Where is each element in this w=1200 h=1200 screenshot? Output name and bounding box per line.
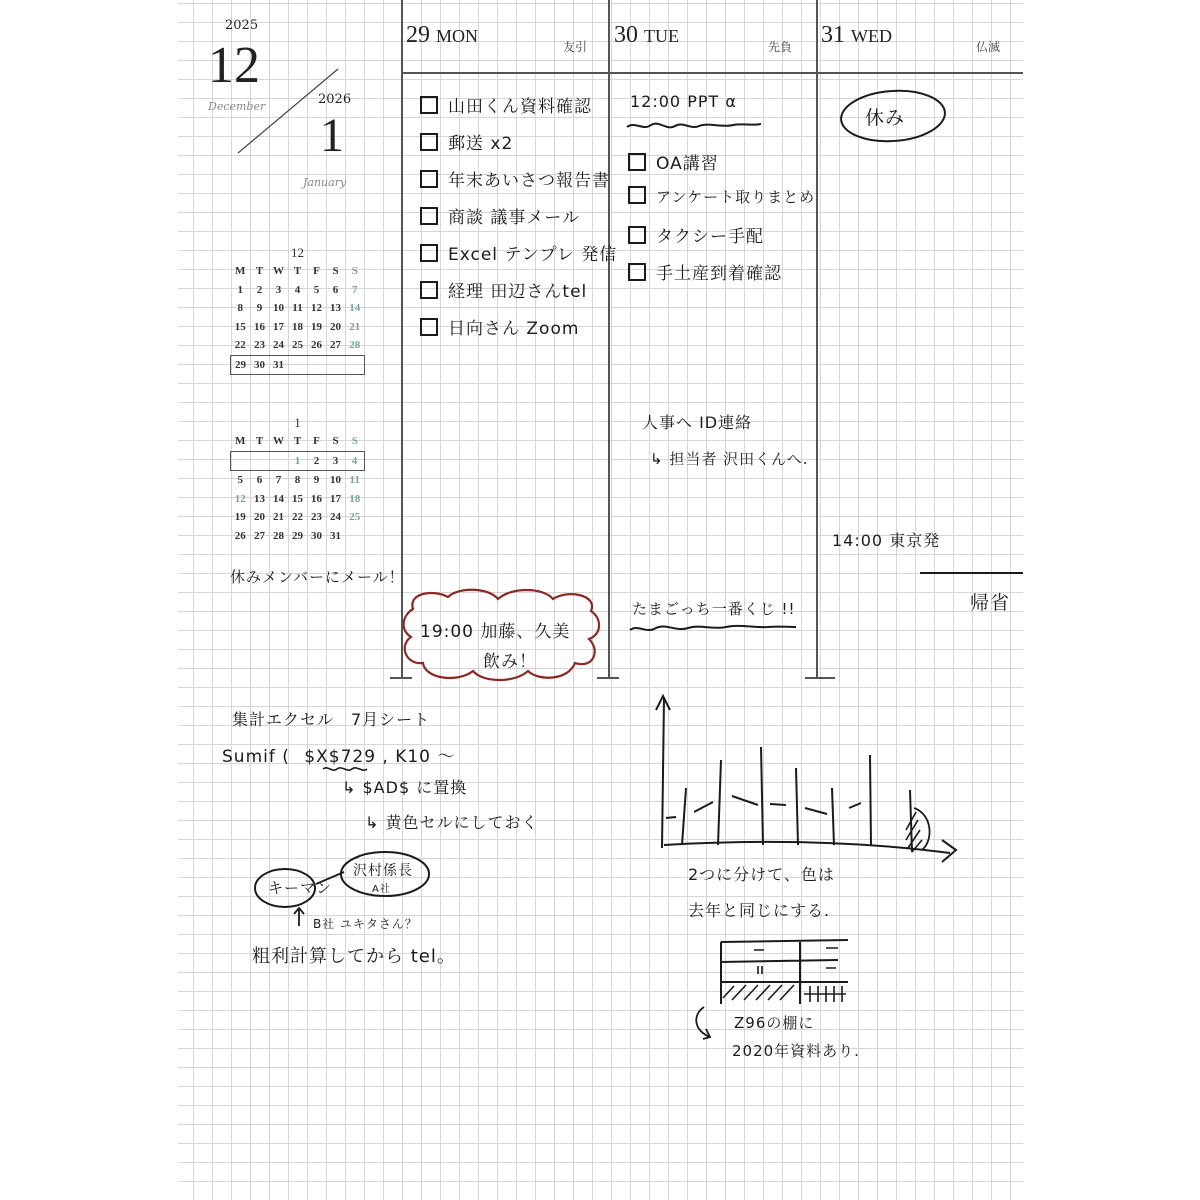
sketch-bar-chart (650, 690, 960, 870)
arrow-up-icon (292, 906, 306, 928)
day-of-week: TUE (644, 26, 679, 46)
rokuyo-label: 友引 (563, 40, 588, 54)
year-right: 2026 (318, 92, 352, 107)
date-cell: 2 (256, 283, 263, 296)
weekday-label: M (235, 435, 246, 448)
chart-caption-line1: 2つに分けて、色は (688, 865, 835, 884)
weekday-label: F (313, 435, 320, 448)
date-cell: 3 (326, 451, 345, 471)
checkbox[interactable] (628, 153, 646, 171)
day-number: 29 (406, 22, 430, 48)
day-header-wed (821, 22, 892, 49)
checkbox[interactable] (420, 244, 438, 262)
day-of-week: WED (851, 26, 892, 46)
month-script-right: January (303, 176, 347, 189)
wed-homecoming-note: 帰省 (970, 592, 1011, 614)
date-cell: 22 (292, 511, 303, 524)
date-cell: 22 (234, 339, 246, 352)
wavy-underline-icon (628, 620, 798, 634)
date-cell: 5 (313, 283, 320, 296)
formula-suffix: 729 , K10 ～ (340, 747, 456, 767)
excel-note-line1: 集計エクセル 7月シート (232, 710, 431, 729)
shelf-note-line1: Z96の棚に (734, 1014, 815, 1032)
rokuyo-label: 仏滅 (976, 40, 1001, 54)
todo-label: 山田くん資料確認 (448, 97, 592, 117)
weekday-label: S (332, 265, 339, 278)
date-cell: 14 (349, 302, 361, 315)
date-cell (231, 451, 251, 471)
date-cell: 4 (294, 283, 301, 296)
shelf-sketch (718, 938, 858, 1013)
cloud-note-line2: 飲み！ (483, 652, 537, 672)
date-cell: 10 (273, 302, 284, 315)
checkbox[interactable] (628, 263, 646, 281)
date-cell: 18 (292, 320, 303, 333)
formula-prefix: Sumif ( (222, 747, 290, 767)
date-cell: 1 (288, 451, 307, 471)
date-cell: 17 (273, 320, 284, 333)
date-cell: 27 (254, 529, 265, 542)
checkbox[interactable] (420, 170, 438, 188)
date-cell: 7 (275, 474, 282, 487)
date-cell: 16 (254, 320, 265, 333)
day-header-mon (406, 22, 478, 49)
rokuyo-label: 先負 (768, 40, 793, 54)
todo-item[interactable] (420, 314, 579, 339)
date-cell: 6 (256, 474, 263, 487)
date-cell: 17 (330, 492, 341, 505)
date-cell: 6 (332, 283, 339, 296)
contact-bubble-line1: 沢村係長 (353, 863, 413, 879)
todo-item[interactable] (628, 149, 719, 174)
mini-calendar-title: 12 (291, 245, 304, 260)
todo-item[interactable] (420, 129, 513, 154)
date-cell: 11 (349, 474, 360, 487)
date-cell: 15 (234, 320, 246, 333)
month-number-right: 1 (320, 109, 344, 162)
day-of-week: MON (436, 26, 479, 46)
todo-label: 経理 田辺さんtel (448, 282, 588, 302)
excel-note-line4: ↳ 黄色セルにしておく (365, 813, 539, 832)
date-cell (326, 355, 345, 375)
gross-profit-note: 粗利計算してから tel。 (252, 946, 456, 967)
weekday-label: S (351, 265, 358, 278)
shelf-note-line2: 2020年資料あり. (732, 1042, 860, 1060)
arrow-note: B社 ユキタさん？ (313, 917, 418, 931)
todo-label: 手土産到着確認 (656, 264, 782, 284)
date-cell: 18 (349, 492, 361, 505)
left-margin-note: 休みメンバーにメール！ (230, 568, 405, 586)
date-cell (345, 355, 365, 375)
current-week-highlight (231, 355, 365, 375)
date-cell: 23 (254, 339, 265, 352)
date-cell: 9 (313, 474, 320, 487)
excel-note-line3: ↳ $AD$ に置換 (342, 778, 468, 797)
column-divider-wed (816, 0, 818, 678)
weekday-label: F (313, 265, 320, 278)
date-cell: 8 (294, 474, 301, 487)
date-cell: 20 (330, 320, 341, 333)
checkbox[interactable] (420, 281, 438, 299)
wed-divider-line (920, 572, 1023, 574)
todo-label: 商談 議事メール (448, 208, 581, 228)
todo-item[interactable] (628, 259, 782, 284)
current-week-highlight (231, 451, 365, 471)
date-cell: 7 (352, 283, 358, 296)
weekday-label: S (332, 435, 339, 448)
mini-calendar-title: 1 (294, 415, 301, 430)
date-cell: 24 (273, 339, 284, 352)
date-cell (250, 451, 269, 471)
date-cell: 19 (234, 511, 246, 524)
date-cell (288, 355, 307, 375)
date-cell: 5 (237, 474, 243, 487)
day-number: 31 (821, 22, 845, 48)
date-cell: 26 (311, 339, 322, 352)
keyman-bubble-label: キーマン (268, 879, 333, 897)
date-cell: 13 (254, 492, 265, 505)
date-cell: 21 (273, 511, 284, 524)
mini-calendar-grid (230, 432, 365, 545)
date-cell (307, 355, 326, 375)
mini-calendar-grid (230, 262, 365, 375)
month-script-left: December (208, 100, 266, 113)
date-cell: 25 (292, 339, 303, 352)
date-cell: 24 (330, 511, 341, 524)
checkbox[interactable] (420, 207, 438, 225)
todo-label: 日向さん Zoom (448, 319, 580, 339)
weekday-label: W (273, 265, 284, 278)
weekday-label: W (273, 435, 284, 448)
checkbox[interactable] (420, 318, 438, 336)
weekday-label: T (293, 265, 302, 278)
checkbox[interactable] (628, 186, 646, 204)
date-cell: 28 (349, 339, 361, 352)
date-cell: 29 (292, 529, 303, 542)
date-cell: 31 (269, 355, 288, 375)
date-cell (345, 527, 365, 546)
contact-bubble-line2: A社 (372, 884, 391, 895)
date-cell: 28 (273, 529, 284, 542)
date-cell (269, 451, 288, 471)
weekday-label: T (255, 435, 264, 448)
weekday-label: S (351, 435, 358, 448)
date-cell: 11 (292, 302, 303, 315)
curved-arrow-icon (690, 1005, 716, 1045)
chart-caption-line2: 去年と同じにする. (688, 901, 831, 920)
todo-item[interactable] (420, 240, 617, 265)
date-cell: 30 (250, 355, 269, 375)
checkbox[interactable] (420, 96, 438, 114)
month-number-left: 12 (208, 37, 260, 94)
wavy-underline-icon (625, 119, 765, 133)
todo-item[interactable] (420, 92, 592, 117)
checkbox[interactable] (628, 226, 646, 244)
date-cell: 23 (311, 511, 322, 524)
tue-note-line2: ↳ 担当者 沢田くんへ. (650, 450, 809, 468)
todo-label: タクシー手配 (656, 227, 764, 247)
wavy-underline-icon (322, 764, 368, 774)
tue-note-line1: 人事へ ID連絡 (642, 413, 753, 432)
formula-underlined: $X$ (304, 747, 341, 767)
day-number: 30 (614, 22, 638, 48)
date-cell: 31 (330, 529, 341, 542)
date-cell: 25 (349, 511, 361, 524)
date-cell: 15 (292, 492, 303, 505)
mini-calendar-january (230, 414, 365, 545)
todo-label: 年末あいさつ報告書 (448, 171, 610, 191)
todo-item[interactable] (420, 166, 610, 191)
date-cell: 4 (345, 451, 365, 471)
date-cell: 16 (311, 492, 322, 505)
date-cell: 2 (307, 451, 326, 471)
day-header-tue (614, 22, 679, 49)
date-cell: 21 (349, 320, 361, 333)
todo-label: Excel テンプレ 発信 (448, 245, 618, 265)
checkbox[interactable] (420, 133, 438, 151)
todo-item[interactable] (420, 203, 580, 228)
column-divider-tue (608, 0, 610, 678)
todo-item[interactable] (628, 222, 764, 247)
date-cell: 1 (237, 283, 243, 296)
year-left: 2025 (225, 18, 259, 33)
tue-header-note: 12:00 PPT α (630, 92, 737, 111)
header-underline (401, 72, 1023, 74)
cloud-note-line1: 19:00 加藤、久美 (420, 622, 571, 642)
date-cell: 14 (273, 492, 284, 505)
todo-item[interactable] (628, 186, 815, 207)
weekday-label: M (235, 265, 246, 278)
todo-item[interactable] (420, 277, 587, 302)
date-cell: 20 (254, 511, 265, 524)
date-cell: 9 (256, 302, 263, 315)
date-cell: 10 (330, 474, 341, 487)
todo-label: アンケート取りまとめ (656, 188, 816, 206)
mini-calendar-december (230, 244, 365, 375)
weekday-label: T (255, 265, 264, 278)
date-cell: 8 (237, 302, 243, 315)
date-cell: 12 (311, 302, 322, 315)
date-cell: 13 (330, 302, 341, 315)
todo-label: OA講習 (656, 154, 719, 174)
wed-departure-note: 14:00 東京発 (832, 531, 941, 550)
date-cell: 29 (231, 355, 251, 375)
date-cell: 26 (234, 529, 246, 542)
date-cell: 3 (275, 283, 282, 296)
date-cell: 30 (311, 529, 322, 542)
date-cell: 19 (311, 320, 322, 333)
wed-circled-note: 休み (865, 107, 906, 129)
date-cell: 12 (234, 492, 246, 505)
todo-label: 郵送 x2 (448, 134, 514, 154)
weekday-label: T (293, 435, 302, 448)
column-foot-wed (805, 677, 835, 679)
date-cell: 27 (330, 339, 341, 352)
tue-bottom-note: たまごっち一番くじ !! (632, 600, 796, 618)
